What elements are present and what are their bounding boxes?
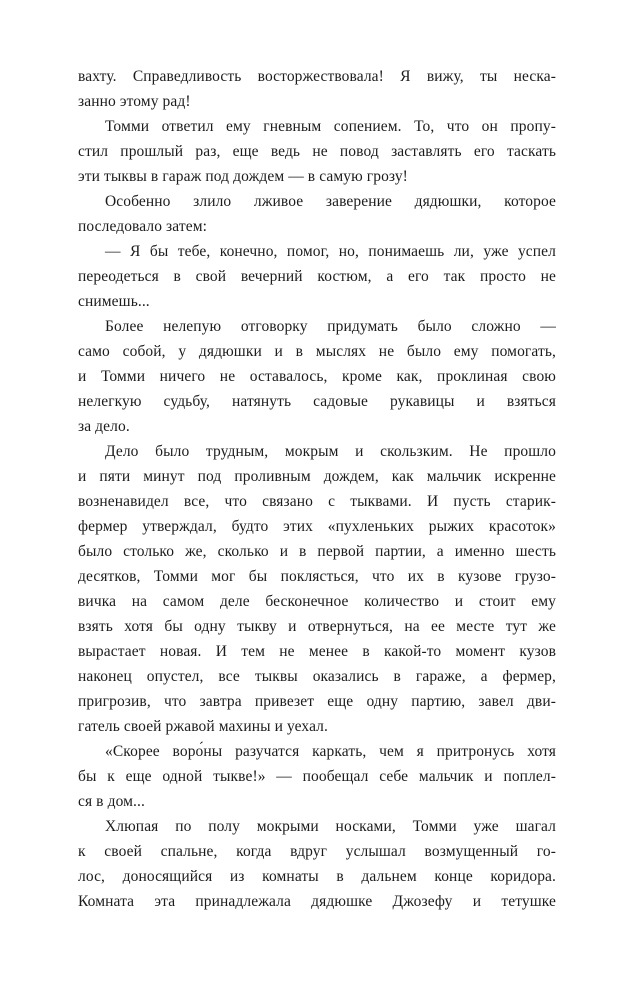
- text-line: за дело.: [78, 418, 130, 435]
- text-line: последовало затем:: [78, 218, 208, 235]
- text-line: вырастает новая. И тем не менее в какой-то момент кузов: [78, 643, 556, 660]
- text-line: наконец опустел, все тыквы оказались в гараже, а фермер,: [78, 668, 556, 685]
- text-line: бы к еще одной тыкве!» — пообещал себе мальчик и поплел-: [78, 768, 556, 785]
- text-line: Более нелепую отговорку придумать было сложно —: [105, 318, 556, 335]
- text-line: само собой, у дядюшки и в мыслях не было ему помогать,: [78, 343, 556, 360]
- text-line: десятков, Томми мог бы поклясться, что их в кузове грузо-: [78, 568, 556, 585]
- text-line: возненавидел все, что связано с тыквами. И пусть старик-: [78, 493, 556, 510]
- text-line: к своей спальне, когда вдруг услышал возмущенный го-: [78, 843, 556, 860]
- text-line: вичка на самом деле бесконечное количество и стоит ему: [78, 593, 556, 610]
- text-line: нелегкую судьбу, натянуть садовые рукавицы и взяться: [78, 393, 556, 410]
- text-line: и пяти минут под проливным дождем, как мальчик искренне: [78, 468, 556, 485]
- text-line: гатель своей ржавой махины и уехал.: [78, 718, 328, 735]
- text-line: лос, доносящийся из комнаты в дальнем конце коридора.: [78, 868, 556, 885]
- page-text: [78, 64, 556, 914]
- text-line: стил прошлый раз, еще ведь не повод заставлять его таскать: [78, 143, 556, 160]
- text-line: Комната эта принадлежала дядюшке Джозефу и тетушке: [78, 893, 556, 910]
- text-line: занно этому рад!: [78, 93, 191, 110]
- text-line: «Скорее воро́ны разучатся каркать, чем я притронусь хотя: [105, 743, 556, 760]
- text-line: вахту. Справедливость восторжествовала! Я вижу, ты неска-: [78, 68, 556, 85]
- text-line: эти тыквы в гараж под дождем — в самую грозу!: [78, 168, 408, 185]
- text-line: Дело было трудным, мокрым и скользким. Не прошло: [105, 443, 556, 460]
- text-line: переодеться в свой вечерний костюм, а его так просто не: [78, 268, 556, 285]
- text-line: Хлюпая по полу мокрыми носками, Томми уже шагал: [105, 818, 556, 835]
- text-line: фермер утверждал, будто этих «пухленьких рыжих красоток»: [78, 518, 556, 535]
- text-line: — Я бы тебе, конечно, помог, но, понимаешь ли, уже успел: [105, 243, 556, 260]
- text-line: ся в дом...: [78, 793, 145, 810]
- text-line: Особенно злило лживое заверение дядюшки, которое: [105, 193, 556, 210]
- text-line: было столько же, сколько и в первой партии, а именно шесть: [78, 543, 556, 560]
- text-line: снимешь...: [78, 293, 150, 310]
- text-line: взять хотя бы одну тыкву и отвернуться, на ее месте тут же: [78, 618, 556, 635]
- text-line: и Томми ничего не оставалось, кроме как, проклиная свою: [78, 368, 556, 385]
- text-line: Томми ответил ему гневным сопением. То, что он пропу-: [105, 118, 556, 135]
- text-line: пригрозив, что завтра привезет еще одну партию, завел дви-: [78, 693, 556, 710]
